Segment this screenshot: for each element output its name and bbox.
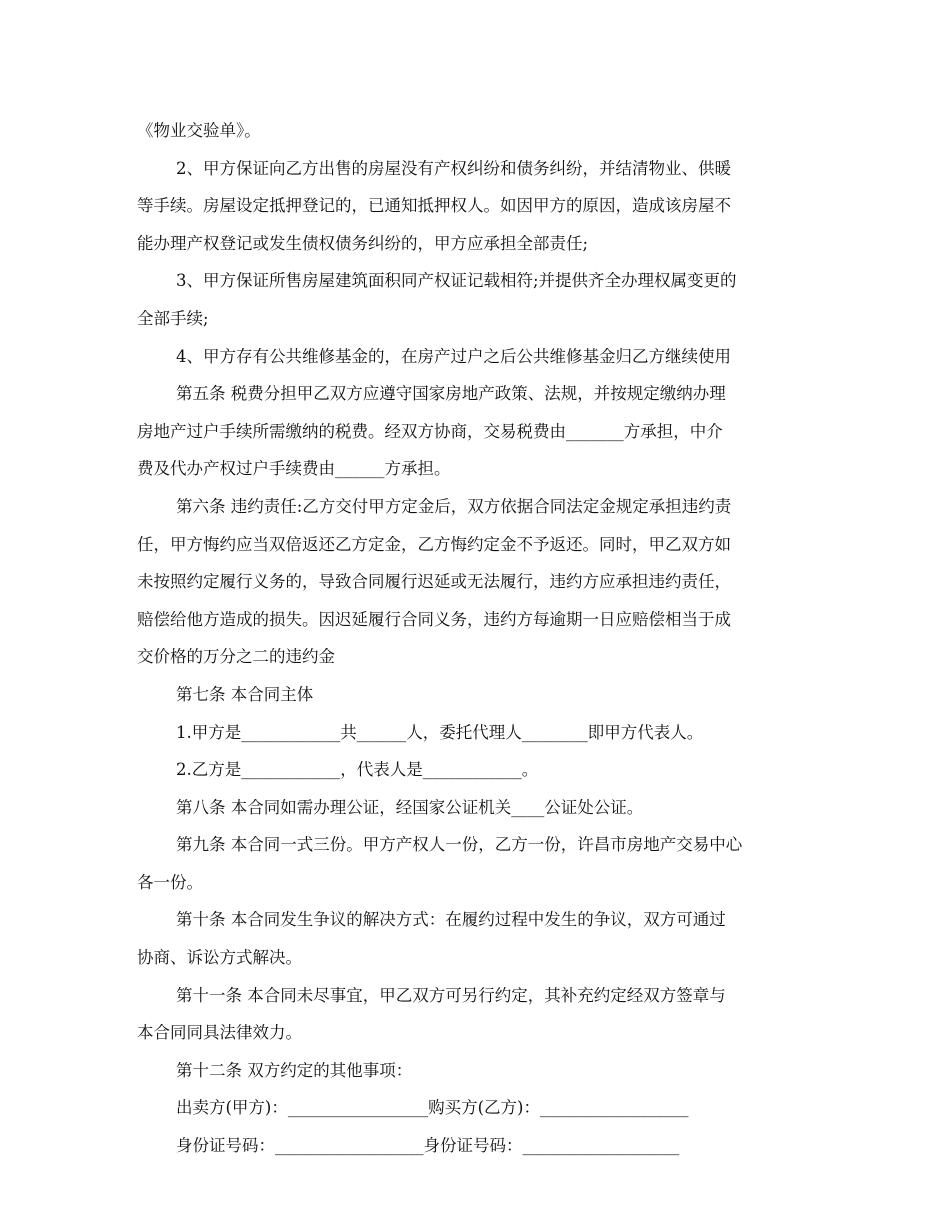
text-line: 第七条 本合同主体 — [176, 684, 314, 704]
text-line: 未按照约定履行义务的，导致合同履行迟延或无法履行，违约方应承担违约责任， — [137, 572, 731, 592]
text-line: 各一份。 — [137, 872, 203, 892]
text-line: 任，甲方悔约应当双倍返还乙方定金，乙方悔约定金不予返还。同时，甲乙双方如 — [137, 534, 731, 554]
text-line: 第十一条 本合同未尽事宜，甲乙双方可另行约定，其补充约定经双方签章与 — [176, 985, 726, 1005]
text-line: 1.甲方是____________共______人，委托代理人________即甲方代表人。 — [176, 722, 704, 742]
text-line: 本合同同具法律效力。 — [137, 1023, 302, 1043]
text-line: 第九条 本合同一式三份。甲方产权人一份，乙方一份，许昌市房地产交易中心 — [176, 835, 743, 855]
text-line: 出卖方(甲方)：_________________购买方(乙方)：__________________ — [176, 1098, 689, 1118]
document-page — [137, 112, 815, 1165]
text-line: 等手续。房屋设定抵押登记的，已通知抵押权人。如因甲方的原因，造成该房屋不 — [137, 196, 731, 216]
text-line: 能办理产权登记或发生债权债务纠纷的，甲方应承担全部责任; — [137, 233, 589, 253]
text-line: 第八条 本合同如需办理公证，经国家公证机关____公证处公证。 — [176, 797, 644, 817]
text-line: 《物业交验单》。 — [137, 121, 261, 140]
text-line: 房地产过户手续所需缴纳的税费。经双方协商，交易税费由_______方承担，中介 — [137, 421, 723, 441]
text-line: 全部手续; — [137, 308, 209, 328]
text-line: 赔偿给他方造成的损失。因迟延履行合同义务，违约方每逾期一日应赔偿相当于成 — [137, 609, 731, 629]
text-line: 2.乙方是____________，代表人是____________。 — [176, 760, 539, 780]
text-line: 4、甲方存有公共维修基金的，在房产过户之后公共维修基金归乙方继续使用 — [176, 346, 731, 366]
text-line: 第六条 违约责任:乙方交付甲方定金后，双方依据合同法定金规定承担违约责 — [176, 496, 732, 516]
text-line: 费及代办产权过户手续费由______方承担。 — [137, 459, 451, 479]
text-line: 身份证号码：__________________身份证号码：___________________ — [176, 1136, 680, 1156]
text-line: 3、甲方保证所售房屋建筑面积同产权证记载相符;并提供齐全办理权属变更的 — [176, 271, 737, 291]
text-line: 第五条 税费分担甲乙双方应遵守国家房地产政策、法规，并按规定缴纳办理 — [176, 384, 726, 404]
text-line: 第十二条 双方约定的其他事项： — [176, 1060, 413, 1080]
text-line: 协商、诉讼方式解决。 — [137, 948, 302, 968]
text-line: 第十条 本合同发生争议的解决方式：在履约过程中发生的争议，双方可通过 — [176, 910, 726, 930]
text-line: 交价格的万分之二的违约金 — [137, 647, 335, 667]
text-line: 2、甲方保证向乙方出售的房屋没有产权纠纷和债务纠纷，并结清物业、供暖 — [176, 158, 731, 178]
